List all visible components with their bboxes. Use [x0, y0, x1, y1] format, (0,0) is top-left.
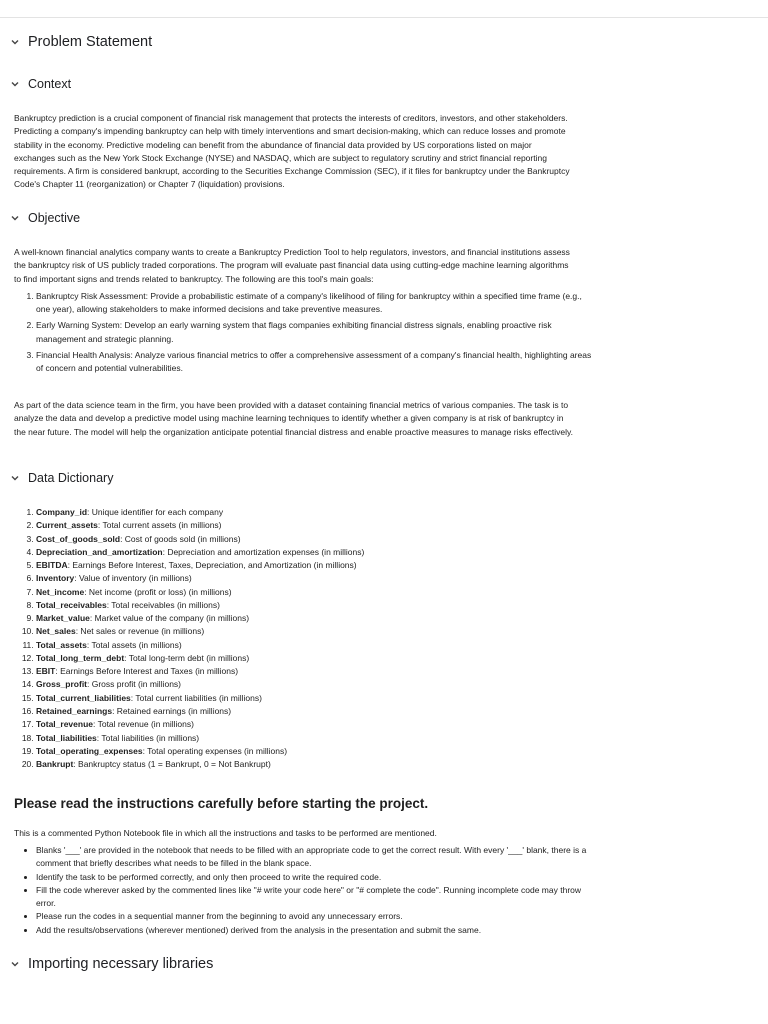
field-name: EBIT	[36, 666, 56, 677]
list-item	[36, 678, 596, 691]
list-item	[36, 546, 596, 559]
section-title: Importing necessary libraries	[28, 956, 214, 972]
section-title: Data Dictionary	[28, 471, 114, 485]
field-desc: : Net sales or revenue (in millions)	[75, 626, 205, 637]
section-problem-statement[interactable]	[8, 34, 152, 50]
list-item: • Identify the task to be performed correctly, and only then proceed to write the required code.	[36, 871, 596, 884]
field-desc: : Unique identifier for each company	[87, 507, 224, 517]
section-importing-libraries[interactable]	[8, 956, 213, 972]
field-desc: : Total assets (in millions)	[86, 639, 182, 650]
section-title: Context	[28, 77, 72, 91]
context-paragraph: Bankruptcy prediction is a crucial component of financial risk management that protects the interests of creditors, investors, and other stakeholders. Predicting a company's impending bankruptcy can help with timely interventions and smart decision-making, which can reduce losses and promote stability in the economy. Predictive modeling can benefit from the abundance of financial data provided by US corporations listed on major exchanges such as the New York Stock Exchange (NYSE) and NASDAQ, which are subject to regulatory scrutiny and strict financial reporting requirements. A firm is considered bankrupt, according to the Securities Exchange Commission (SEC), if it files for bankruptcy under the Bankruptcy Code's Chapter 11 (reorganization) or Chapter 7 (liquidation) provisions.	[14, 113, 570, 190]
field-name: Depreciation_and_amortization	[36, 546, 163, 557]
field-name: EBITDA	[36, 560, 68, 571]
list-item	[36, 732, 596, 745]
field-desc: : Total current assets (in millions)	[97, 520, 222, 531]
goals-list	[14, 290, 596, 378]
section-data-dictionary[interactable]	[8, 471, 113, 485]
field-name: Total_assets	[36, 639, 87, 650]
field-name: Total_long_term_debt	[36, 652, 125, 663]
field-desc: : Total current liabilities (in millions)	[130, 692, 262, 703]
list-item: • Blanks '___' are provided in the notebook that needs to be filled with an appropriate code to get the correct result. With every '___' blank, there is a comment that briefly describes what needs to be filled in the blank space.	[36, 844, 596, 871]
list-item	[36, 533, 596, 546]
section-objective[interactable]	[8, 211, 80, 225]
list-item	[36, 745, 596, 758]
list-item	[36, 652, 596, 665]
list-item	[36, 506, 596, 519]
objective-task: As part of the data science team in the firm, you have been provided with a dataset containing financial metrics of various companies. The task is to analyze the data and develop a predictive model using machine learning techniques to identify whether a given company is at risk of bankruptcy in the near future. The model will help the organization anticipate potential financial distress and enable proactive measures to manage risks effectively.	[14, 400, 573, 437]
field-name: Total_liabilities	[36, 732, 97, 743]
chevron-down-icon[interactable]	[8, 471, 22, 485]
field-name: Total_receivables	[36, 599, 107, 610]
list-item	[36, 639, 596, 652]
field-desc: : Net income (profit or loss) (in millions)	[84, 586, 232, 597]
chevron-down-icon[interactable]	[8, 957, 22, 971]
field-desc: : Total long-term debt (in millions)	[124, 652, 250, 663]
field-desc: : Earnings Before Interest, Taxes, Depreciation, and Amortization (in millions)	[67, 560, 357, 571]
field-desc: : Retained earnings (in millions)	[112, 705, 232, 716]
field-name: Inventory	[36, 573, 75, 584]
top-divider	[0, 17, 768, 18]
chevron-down-icon[interactable]	[8, 35, 22, 49]
list-item: 3. Financial Health Analysis: Analyze various financial metrics to offer a comprehensive assessment of a company's financial health, highlighting areas of concern and potential vulnerabilities.	[36, 349, 596, 376]
section-title: Objective	[28, 211, 81, 225]
field-desc: : Total liabilities (in millions)	[96, 732, 200, 743]
field-name: Total_operating_expenses	[36, 745, 143, 756]
list-item	[36, 665, 596, 678]
field-name: Net_sales	[36, 626, 76, 637]
list-item: • Add the results/observations (wherever mentioned) derived from the analysis in the presentation and submit the same.	[36, 924, 596, 937]
chevron-down-icon[interactable]	[8, 211, 22, 225]
field-desc: : Cost of goods sold (in millions)	[120, 533, 241, 544]
instructions-intro: This is a commented Python Notebook file in which all the instructions and tasks to be performed are mentioned.	[14, 828, 437, 838]
section-title: Problem Statement	[28, 34, 153, 50]
list-item: 1. Bankruptcy Risk Assessment: Provide a probabilistic estimate of a company's likelihood of filing for bankruptcy within a specified time frame (e.g., one year), allowing stakeholders to make informed decisions and take preventive measures.	[36, 290, 596, 317]
list-item: • Fill the code wherever asked by the commented lines like "# write your code here" or "# complete the code". Running incomplete code may throw error.	[36, 884, 596, 911]
field-name: Market_value	[36, 613, 90, 624]
field-name: Gross_profit	[36, 679, 88, 690]
chevron-down-icon[interactable]	[8, 77, 22, 91]
field-desc: : Earnings Before Interest and Taxes (in millions)	[55, 666, 239, 677]
field-desc: : Bankruptcy status (1 = Bankrupt, 0 = Not Bankrupt)	[73, 759, 271, 770]
list-item	[36, 625, 596, 638]
list-item	[36, 586, 596, 599]
field-name: Current_assets	[36, 520, 98, 531]
field-name: Net_income	[36, 586, 85, 597]
field-desc: : Total revenue (in millions)	[93, 719, 194, 730]
field-desc: : Total receivables (in millions)	[106, 599, 220, 610]
objective-intro: A well-known financial analytics company wants to create a Bankruptcy Prediction Tool to help regulators, investors, and financial institutions assess the bankruptcy risk of US publicly traded corporations. The program will evaluate past financial data using cutting-edge machine learning algorithms to find important signs and trends related to bankruptcy. The following are this tool's main goals:	[14, 247, 570, 284]
list-item	[36, 599, 596, 612]
field-name: Cost_of_goods_sold	[36, 533, 121, 544]
instructions-list	[14, 844, 596, 937]
list-item: • Please run the codes in a sequential manner from the beginning to avoid any unnecessary errors.	[36, 910, 596, 923]
list-item	[36, 705, 596, 718]
field-desc: : Gross profit (in millions)	[87, 679, 182, 690]
list-item	[36, 758, 596, 771]
list-item	[36, 559, 596, 572]
field-name: Total_revenue	[36, 719, 94, 730]
field-desc: : Market value of the company (in millions)	[89, 613, 250, 624]
list-item	[36, 692, 596, 705]
field-desc: : Value of inventory (in millions)	[74, 573, 192, 584]
field-desc: : Depreciation and amortization expenses (in millions)	[162, 546, 365, 557]
field-name: Company_id	[36, 507, 88, 517]
field-name: Total_current_liabilities	[36, 692, 131, 703]
field-name: Bankrupt	[36, 759, 74, 770]
list-item	[36, 519, 596, 532]
list-item: 2. Early Warning System: Develop an early warning system that flags companies exhibiting financial distress signals, enabling proactive risk management and strategic planning.	[36, 319, 596, 346]
list-item	[36, 572, 596, 585]
list-item	[36, 718, 596, 731]
data-dictionary-list	[14, 506, 596, 771]
section-context[interactable]	[8, 77, 71, 91]
instructions-heading: Please read the instructions carefully before starting the project.	[14, 796, 429, 811]
field-name: Retained_earnings	[36, 705, 113, 716]
list-item	[36, 612, 596, 625]
field-desc: : Total operating expenses (in millions)	[142, 745, 288, 756]
